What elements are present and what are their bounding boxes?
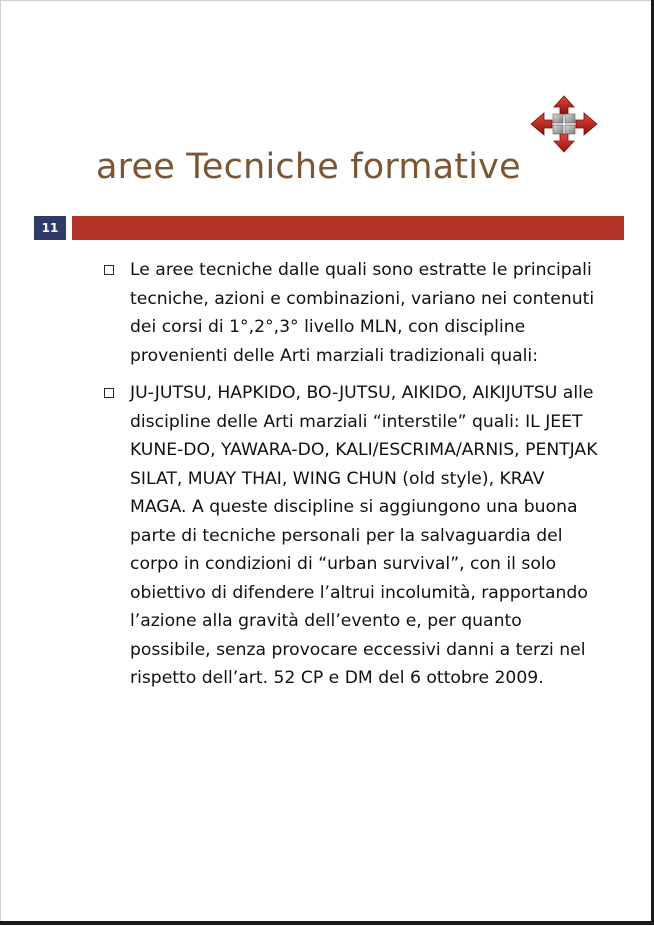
- page-edge-top: [0, 0, 651, 1]
- bullet-list: [103, 256, 603, 693]
- slide-number-badge: 11: [34, 216, 66, 240]
- hollow-square-bullet-icon: [104, 265, 114, 275]
- title-accent-bar: [72, 216, 624, 240]
- page-edge-left: [0, 0, 1, 921]
- four-arrow-cross-icon: [529, 94, 599, 154]
- bullet-text: JU-JUTSU, HAPKIDO, BO-JUTSU, AIKIDO, AIKIJUTSU alle discipline delle Arti marziali “interstile” quali: IL JEET KUNE-DO, YAWARA-DO, KALI/ESCRIMA/ARNIS, PENTJAK SILAT, MUAY THAI, WING CHUN (old style), KRAV MAGA. A queste discipline si aggiungono una buona parte di tecniche personali per la salvaguardia del corpo in condizioni di “urban survival”, con il solo obiettivo di difendere l’altrui incolumità, rapportando l’azione alla gravità dell’evento e, per quanto possibile, senza provocare eccessivi danni a terzi nel rispetto dell’art. 52 CP e DM del 6 ottobre 2009.: [130, 383, 598, 688]
- slide-title: aree Tecniche formative: [96, 147, 521, 187]
- bullet-item: [103, 379, 603, 693]
- hollow-square-bullet-icon: [104, 388, 114, 398]
- bullet-item: [103, 256, 603, 370]
- bullet-text: Le aree tecniche dalle quali sono estratte le principali tecniche, azioni e combinazioni, variano nei contenuti dei corsi di 1°,2°,3° livello MLN, con discipline provenienti delle Arti marziali tradizionali quali:: [130, 260, 595, 366]
